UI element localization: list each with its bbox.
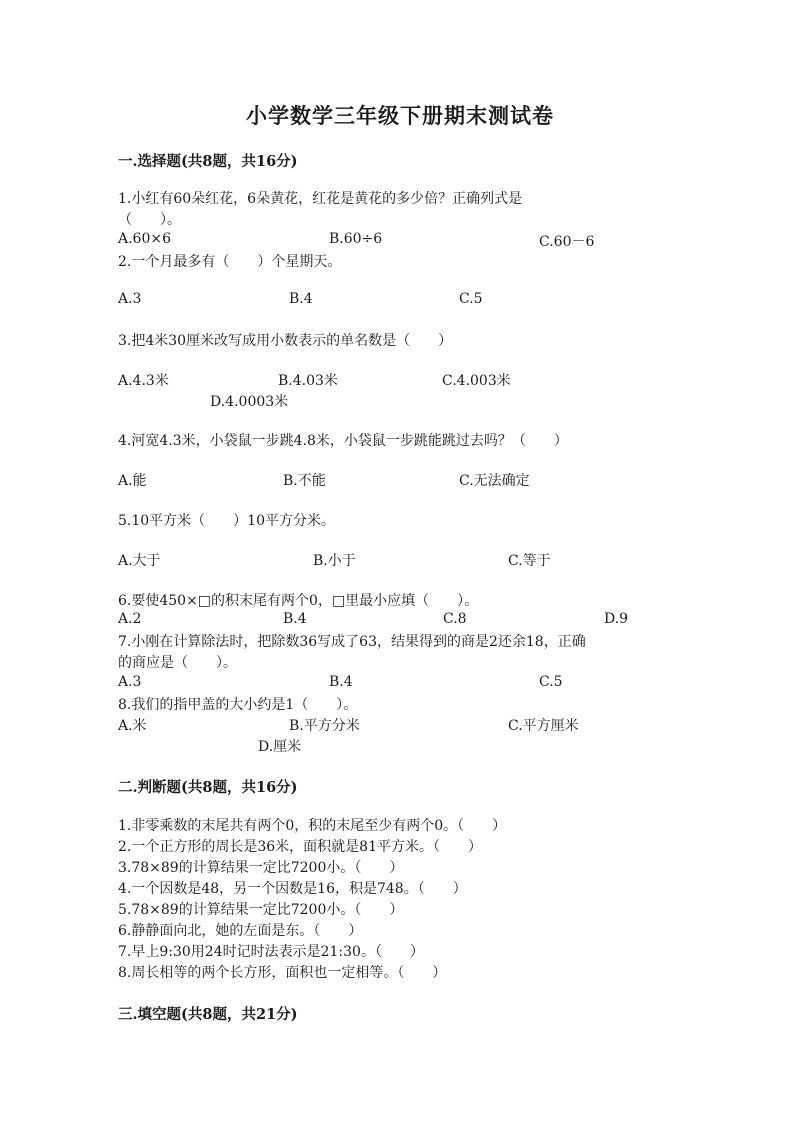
question-stem: 7.小刚在计算除法时，把除数36写成了63，结果得到的商是2还余18，正确 [118, 634, 586, 650]
option-b: B.小于 [313, 553, 356, 569]
judgement-item-2: 2.一个正方形的周长是36米，面积就是81平方米。（ ） [118, 839, 482, 855]
option-c: C.5 [459, 291, 483, 307]
question-stem: 的商应是（ ）。 [118, 655, 237, 671]
question-stem: 3.把4米30厘米改写成用小数表示的单名数是（ ） [118, 333, 453, 349]
option-b: B.4 [329, 674, 353, 690]
section-heading-fill: 三.填空题(共8题，共21分) [118, 1006, 298, 1023]
option-a: A.米 [118, 718, 147, 734]
question-stem: 1.小红有60朵红花，6朵黄花，红花是黄花的多少倍？正确列式是 [118, 191, 523, 207]
option-b: B.60÷6 [329, 231, 383, 247]
option-c: C.5 [539, 674, 563, 690]
option-d: D.9 [604, 611, 629, 627]
option-c: C.无法确定 [459, 473, 530, 489]
judgement-item-8: 8.周长相等的两个长方形，面积也一定相等。（ ） [118, 965, 447, 981]
question-stem: 4.河宽4.3米，小袋鼠一步跳4.8米，小袋鼠一步跳能跳过去吗？（ ） [118, 433, 568, 449]
question-stem: 5.10平方米（ ）10平方分米。 [118, 513, 335, 529]
option-a: A.60×6 [118, 231, 172, 247]
option-a: A.3 [118, 674, 142, 690]
option-d: D.4.0003米 [210, 394, 289, 410]
option-b: B.平方分米 [289, 718, 360, 734]
option-c: C.等于 [508, 553, 551, 569]
option-a: A.能 [118, 473, 147, 489]
judgement-item-1: 1.非零乘数的末尾共有两个0，积的末尾至少有两个0。（ ） [118, 818, 507, 834]
option-c: C.4.003米 [442, 373, 511, 389]
judgement-item-6: 6.静静面向北，她的左面是东。（ ） [118, 923, 363, 939]
judgement-item-3: 3.78×89的计算结果一定比7200小。（ ） [118, 860, 404, 876]
option-a: A.4.3米 [118, 373, 169, 389]
option-a: A.3 [118, 291, 142, 307]
option-c: C.平方厘米 [508, 718, 579, 734]
option-b: B.4 [289, 291, 313, 307]
judgement-item-4: 4.一个因数是48，另一个因数是16，积是748。（ ） [118, 881, 467, 897]
page-title: 小学数学三年级下册期末测试卷 [246, 103, 554, 128]
question-stem: 8.我们的指甲盖的大小约是1（ ）。 [118, 697, 358, 713]
option-a: A.2 [118, 611, 142, 627]
option-c: C.8 [443, 611, 467, 627]
section-heading-judgement: 二.判断题(共8题，共16分) [118, 779, 298, 796]
option-b: B.4 [283, 611, 307, 627]
option-a: A.大于 [118, 553, 161, 569]
judgement-item-5: 5.78×89的计算结果一定比7200小。（ ） [118, 902, 404, 918]
section-heading-choice: 一.选择题(共8题，共16分) [118, 153, 298, 170]
option-b: B.不能 [283, 473, 326, 489]
option-d: D.厘米 [258, 739, 302, 755]
option-b: B.4.03米 [278, 373, 338, 389]
option-c: C.60－6 [539, 234, 595, 250]
question-stem: 6.要使450×□的积末尾有两个0，□里最小应填（ ）。 [118, 593, 479, 609]
question-stem: （ ）。 [118, 212, 181, 228]
judgement-item-7: 7.早上9:30用24时记时法表示是21:30。（ ） [118, 944, 424, 960]
question-stem: 2.一个月最多有（ ）个星期天。 [118, 254, 342, 270]
